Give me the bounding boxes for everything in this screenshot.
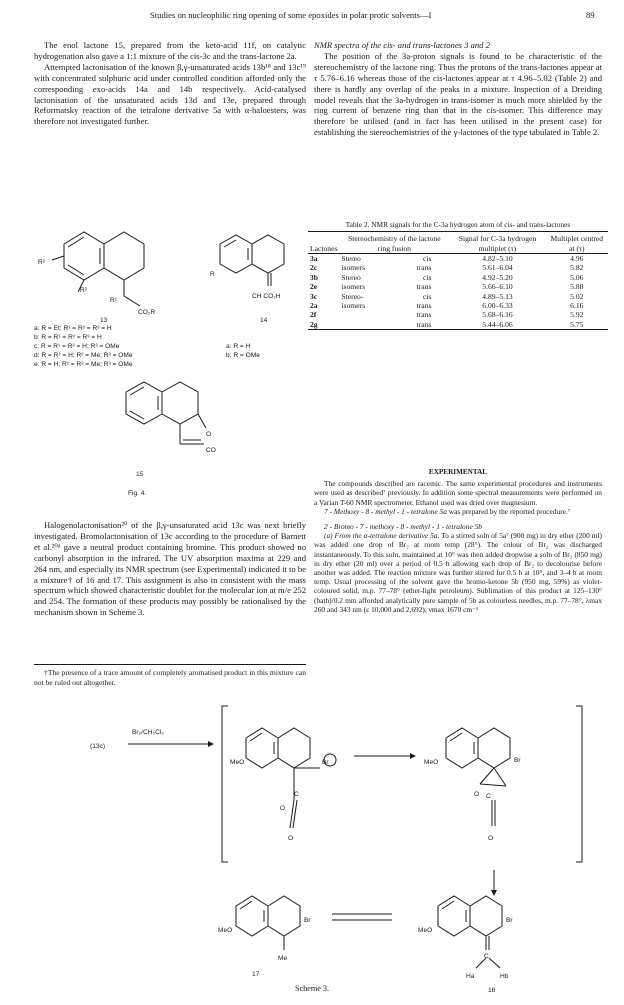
table-caption: Table 2. NMR signals for the C-3a hydrogen atom of cis- and trans-lactones: [345, 220, 571, 229]
figure-caption: Fig. 4.: [128, 490, 147, 497]
atom-label: Br: [514, 757, 521, 764]
paragraph: The enol lactone 15, prepared from the keto-acid 11f, on catalytic hydrogenation also gave a 1:1 mixture of the cis-3c and the trans-lactone 2a.: [34, 40, 306, 61]
table-row: [308, 282, 608, 291]
experimental-section: [314, 468, 602, 614]
atom-label: Br: [322, 759, 329, 766]
paragraph: The position of the 3a-proton signals is found to be characteristic of the stereochemistry of the lactone ring. Thus the protons of the trans-lactones appear at τ 5.76–6.16 whereas those of the cis-lactones appear at τ 4.96–5.02 (Table 2) and there is hardly any overlap of the peaks in a mixture. Inspection of a Dreiding model reveals that the 3a-hydrogen in trans-isomer is much more shielded by the ring current of benzene ring than that in the cis-isomer. This difference may therefore be utilised (and in fact has been utilised in the present case) for establishing the stereochemistries of the γ-lactones of the type tabulated in Table 2.: [314, 50, 602, 138]
substituent-label: R²: [80, 287, 87, 294]
table-cell-lactone: 2f: [310, 310, 317, 320]
table-header-row: [308, 232, 608, 254]
compound-number: 15: [136, 471, 144, 478]
paragraph: Attempted lactonisation of the known β,γ-unsaturated acids 13b¹⁸ and 13c¹⁹ with concentrated sulphuric acid under controlled condition afforded only the corresponding exo-acids 14a and 14b respectively. Acid-catalysed lactonisation of the unsaturated acids 13d and 13e, prepared through Reformatsky reaction of the tetralone derivative 5a with α-haloesters, was therefore not investigated further.: [34, 61, 306, 127]
atom-label: O: [488, 835, 494, 842]
table-cell-group: [339, 254, 449, 264]
atom-label: MeO: [418, 927, 433, 934]
table-2: [308, 220, 608, 330]
table-row: [308, 301, 608, 310]
atom-label: O: [474, 791, 480, 798]
substituent-label: CH CO₂H: [252, 293, 281, 300]
substituent-label: R²: [38, 259, 45, 266]
paragraph: [314, 531, 602, 614]
stereochemistry: cis: [422, 254, 432, 264]
table-cell-group: [339, 282, 449, 291]
running-title: Studies on nucleophilic ring opening of some epoxides in polar protic solvents—I: [150, 10, 432, 20]
stereochemistry: trans: [416, 263, 432, 273]
atom-label: MeO: [230, 759, 245, 766]
group-label: isomers: [341, 301, 366, 311]
table-row: [308, 263, 608, 272]
compound-number: 14: [260, 317, 268, 324]
table-cell-group: [339, 320, 449, 330]
bromonium-intermediate: [246, 728, 336, 828]
compound-heading: [314, 522, 602, 531]
paragraph: The compounds described are racemic. The same experimental procedures and instruments were used as described⁷ previously. In addition some spectral measurements were performed on a Varian T-60 NMR spectrometer. Ethanol used was dried over magnesium.: [314, 479, 602, 507]
compound-14-structure: [220, 235, 284, 286]
stereochemistry: cis: [422, 291, 432, 301]
group-label: isomers: [341, 263, 366, 273]
legend-line: b: R = OMe: [226, 352, 260, 359]
table-cell-lactone: 3a: [310, 254, 318, 264]
left-column-top: [34, 40, 306, 127]
table-cell-centre: 5.92: [570, 310, 584, 320]
compound-15-structure: [126, 382, 206, 444]
table-row: [308, 273, 608, 282]
legend-line: b: R = R¹ = R² = R³ = H: [34, 334, 102, 341]
right-column-top: [314, 40, 602, 138]
substituent-label: CO₂R: [138, 309, 156, 316]
table-cell-group: [339, 301, 449, 310]
table-cell-centre: 6.16: [570, 301, 584, 311]
experimental-heading: EXPERIMENTAL: [428, 468, 488, 476]
table-2-grid: [308, 231, 608, 330]
arrowhead: [410, 753, 416, 759]
reagent-label: Br₂/CH₂Cl₂: [132, 729, 164, 736]
paragraph-text: To a stirred soln of 5a⁷ (900 mg) in dry ether (200 ml) was added one drop of Br₂ at room temp (28°). The colour of Br₂ was discharged instantaneously. To this soln, maintained at 10° was then added dropwise a soln of Br₂ (850 mg) in dry ether (20 ml) over a period of 0.5 h allowing each drop of Br₂ to decolourise before another was added. The reaction mixture was further stirred for 0.5 h at 10°, and 3–4 h at room temp. Usual processing of the solvent gave the bromo-ketone 5b (950 mg, 59%) as violet-coloured solid, m.p. 77–78° (ether-light petroleum). Sublimation of this product at 125–130° (bath)/0.2 mm afforded analytically pure sample of 5b as colourless needles, m.p. 77–78°, λmax 260 and 343 nm (ε 10,000 and 2,692), νmax 1670 cm⁻¹: [314, 531, 603, 614]
compound-number: 13: [100, 317, 108, 324]
table-cell-range: 6.00–6.33: [482, 301, 513, 311]
atom-label: Br: [506, 917, 513, 924]
table-cell-centre: 5.06: [570, 272, 584, 282]
stereochemistry: trans: [416, 310, 432, 320]
scheme-start: (13c): [90, 743, 106, 750]
table-cell-lactone: 2e: [310, 282, 318, 292]
atom-label: MeO: [424, 759, 439, 766]
table-cell-lactone: 2c: [310, 263, 318, 273]
paragraph-text: was prepared by the reported procedure.⁷: [446, 506, 571, 516]
table-cell-range: 4.92–5.20: [482, 272, 513, 282]
atom-label: MeO: [218, 927, 233, 934]
table-cell-group: [339, 310, 449, 319]
compound-13-structure: [52, 232, 144, 306]
atom-label: O: [288, 835, 294, 842]
compound-17-structure: [236, 896, 300, 950]
legend-line: a: R = Et; R¹ = R² = R³ = H: [34, 325, 112, 332]
table-cell-centre: 5.88: [570, 282, 584, 292]
substituent-label: CO: [206, 447, 216, 454]
table-cell-centre: 5.82: [570, 263, 584, 273]
table-cell-lactone: 2a: [310, 301, 318, 311]
table-cell-range: 4.82–5.10: [482, 254, 513, 264]
table-cell-centre: 5.02: [570, 291, 584, 301]
table-cell-range: 5.44–6.06: [482, 319, 513, 329]
table-header: Lactones: [310, 243, 338, 253]
table-cell-lactone: 2g: [310, 319, 318, 329]
table-cell-centre: 4.96: [570, 254, 584, 264]
paragraph: [314, 507, 602, 516]
table-cell-centre: 5.75: [570, 319, 584, 329]
atom-label: O: [280, 805, 286, 812]
bracket-right: [576, 706, 582, 862]
atom-label: Ha: [466, 973, 475, 980]
footnote-rule: [34, 664, 306, 665]
table-row: [308, 310, 608, 319]
group-label: Stereo: [341, 254, 361, 264]
substituent-label: R: [210, 271, 215, 278]
section-heading: NMR spectra of the cis- and trans-lactones 3 and 2: [314, 40, 490, 50]
legend-line: d: R = R¹ = H; R² = Me; R³ = OMe: [34, 352, 133, 359]
atom-label: Hb: [500, 973, 509, 980]
group-label: Stereo-: [341, 291, 364, 301]
compound-16-structure: [438, 896, 502, 968]
scheme-3: [40, 700, 600, 1000]
footnote: †The presence of a trace amount of completely aromatised product in this mixture can not be ruled out altogether.: [34, 668, 306, 687]
figure-4: [30, 222, 306, 502]
legend-line: e: R = H; R¹ = R² = Me; R³ = OMe: [34, 361, 133, 368]
table-header: Multiplet centred at (τ): [550, 234, 604, 253]
table-cell-group: [339, 292, 449, 301]
stereochemistry: trans: [416, 319, 432, 329]
stereochemistry: cis: [422, 272, 432, 282]
atom-label: C: [486, 793, 491, 800]
compound-title: 7 - Methoxy - 8 - methyl - 1 - tetralone 5a: [324, 506, 447, 516]
table-cell-range: 5.68–6.16: [482, 310, 513, 320]
table-cell-range: 5.66–6.10: [482, 282, 513, 292]
atom-label: Br: [304, 917, 311, 924]
spiro-lactone-intermediate: [446, 728, 510, 826]
substituent-label: O: [206, 431, 212, 438]
group-label: isomers: [341, 282, 366, 292]
table-header: Stereochemistry of the lactone ring fusion: [348, 234, 441, 253]
legend-line: a: R = H: [226, 343, 251, 350]
arrowhead: [491, 890, 497, 896]
table-header: Signal for C-3a hydrogen multiplet (τ): [458, 234, 537, 253]
compound-number: 17: [252, 971, 260, 978]
bracket-left: [222, 706, 228, 862]
stereochemistry: trans: [416, 282, 432, 292]
table-cell-lactone: 3c: [310, 291, 318, 301]
legend-line: c: R = R¹ = R² = H; R³ = OMe: [34, 343, 120, 350]
group-label: Stereo: [341, 272, 361, 282]
table-cell-group: [339, 263, 449, 272]
table-cell-range: 5.61–6.04: [482, 263, 513, 273]
paragraph: Halogenolactonisation²⁰ of the β,γ-unsaturated acid 13c was next briefly investigated. Bromolactonisation of 13c according to the procedure of Barnett et al.²⁰ᵈ gave a neutral product containing bromine. This product showed no carbonyl absorption in the infrared. The UV absorption maxima at 229 and 264 nm, and especially its NMR spectrum (see Experimental) indicated it to be a mixture† of 16 and 17. This assignment is also in consistent with the mass spectrum which showed characteristic doublet for the molecular ion at m/e 252 and 254. The formation of these products may possibly be rationalised by the mechanism shown in Scheme 3.: [34, 520, 306, 618]
stereochemistry: trans: [416, 301, 432, 311]
atom-label: Me: [278, 955, 288, 962]
arrowhead: [208, 741, 214, 747]
table-row: [308, 320, 608, 330]
table-cell-range: 4.89–5.13: [482, 291, 513, 301]
table-row: [308, 292, 608, 301]
atom-label: C: [484, 953, 489, 960]
atom-label: C: [294, 791, 299, 798]
table-cell-lactone: 3b: [310, 272, 319, 282]
page-number: 89: [586, 10, 595, 20]
method-title: (a) From the α-tetralone derivative 5a.: [324, 531, 440, 541]
table-row: [308, 254, 608, 264]
left-column-bottom: [34, 520, 306, 618]
substituent-label: R¹: [110, 297, 117, 304]
compound-number: 16: [488, 987, 496, 994]
table-cell-group: [339, 273, 449, 282]
compound-title: 2 - Bromo - 7 - methoxy - 8 - methyl - 1 - tetralone 5b: [324, 522, 482, 532]
scheme-caption: Scheme 3.: [294, 984, 330, 993]
